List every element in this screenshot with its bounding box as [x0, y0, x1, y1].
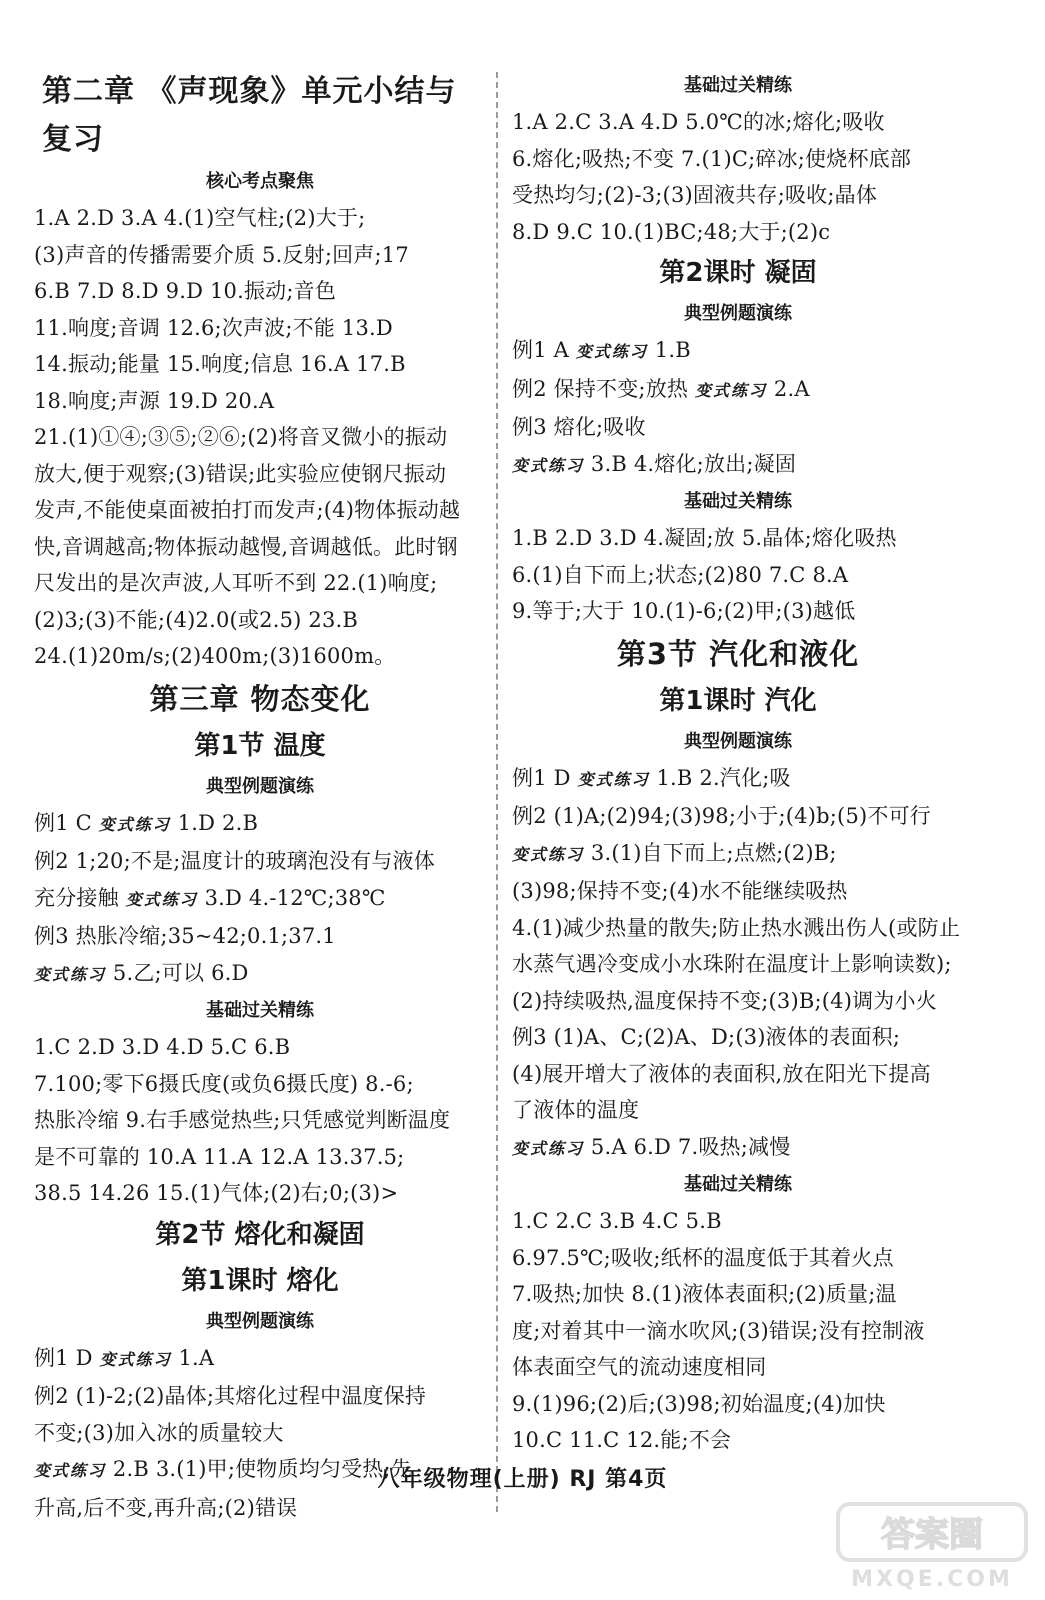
section-heading: 第1课时 熔化	[181, 1265, 339, 1296]
variant-exercise-tag: 变式练习	[125, 889, 198, 909]
answer-line: 1.B 2.D 3.D 4.凝固;放 5.晶体;熔化吸热	[512, 526, 897, 550]
answer-line: 24.(1)20m/s;(2)400m;(3)1600m。	[34, 644, 396, 668]
answer-line	[512, 446, 964, 485]
answer-line: 14.振动;能量 15.响度;信息 16.A 17.B	[34, 352, 406, 376]
line-answers: 3.(1)自下而上;点燃;(2)B;	[584, 840, 837, 865]
answer-line: 是不可靠的 10.A 11.A 12.A 13.37.5;	[34, 1144, 405, 1169]
answer-line: 水蒸气遇冷变成小水珠附在温度计上影响读数);	[512, 952, 952, 976]
line-answers: 2.B 3.(1)甲;使物质均匀受热;先	[106, 1457, 412, 1481]
chapter-heading: 第二章 《声现象》单元小结与复习	[42, 74, 457, 157]
answer-line: 1.A 2.D 3.A 4.(1)空气柱;(2)大于;	[34, 206, 366, 230]
line-prefix: 例2 保持不变;放热	[512, 376, 695, 401]
answer-line: 7.吸热;加快 8.(1)液体表面积;(2)质量;温	[512, 1282, 897, 1306]
answer-line: 例3 熔化;吸收	[512, 415, 646, 439]
subsection-heading: 典型例题演练	[684, 730, 792, 752]
subsection-heading: 典型例题演练	[684, 303, 792, 324]
answer-line: 受热均匀;(2)-3;(3)固液共存;吸收;晶体	[512, 183, 878, 207]
answer-line	[512, 760, 964, 799]
watermark-top: 答案圈	[881, 1515, 983, 1555]
line-answers: 1.B 2.汽化;吸	[649, 765, 791, 790]
answer-line	[512, 1129, 964, 1168]
subsection-heading: 核心考点聚焦	[206, 171, 314, 192]
answer-line: 18.响度;声源 19.D 20.A	[34, 388, 275, 413]
subsection-heading: 基础过关精练	[206, 1000, 314, 1021]
left-column	[34, 68, 486, 1526]
answer-line	[512, 835, 964, 874]
answer-line: (2)3;(3)不能;(4)2.0(或2.5) 23.B	[34, 607, 359, 632]
answer-line: 1.A 2.C 3.A 4.D 5.0℃的冰;熔化;吸收	[512, 110, 885, 134]
line-prefix: 例1 D	[512, 765, 578, 790]
answer-line: 发声,不能使桌面被拍打而发声;(4)物体振动越	[34, 498, 461, 522]
answer-line: 快,音调越高;物体振动越慢,音调越低。此时钢	[34, 534, 458, 559]
subsection-heading: 典型例题演练	[206, 775, 314, 797]
section-heading: 第2课时 凝固	[659, 258, 817, 288]
answer-line: 了液体的温度	[512, 1098, 640, 1122]
line-answers: 1.A	[171, 1345, 215, 1370]
answer-line: (4)展开增大了液体的表面积,放在阳光下提高	[512, 1061, 931, 1086]
subsection-heading: 基础过关精练	[684, 491, 792, 512]
variant-exercise-tag: 变式练习	[98, 814, 171, 834]
line-answers: 3.B 4.熔化;放出;凝固	[584, 451, 797, 476]
answer-line	[512, 332, 964, 371]
variant-exercise-tag: 变式练习	[695, 380, 768, 400]
answer-line: 热胀冷缩 9.右手感觉热些;只凭感觉判断温度	[34, 1108, 451, 1132]
section-heading: 第1课时 汽化	[659, 685, 817, 716]
watermark-logo	[832, 1498, 1032, 1594]
answer-line: 9.等于;大于 10.(1)-6;(2)甲;(3)越低	[512, 599, 856, 623]
answer-line: 4.(1)减少热量的散失;防止热水溅出伤人(或防止	[512, 915, 961, 940]
line-answers: 2.A	[767, 376, 810, 401]
answer-line: 例2 (1)-2;(2)晶体;其熔化过程中温度保持	[34, 1384, 427, 1408]
page-footer: 八年级物理(上册) RJ 第4页	[377, 1467, 668, 1492]
line-answers: 1.D 2.B	[170, 810, 259, 835]
watermark-bottom: MXQE.COM	[851, 1567, 1013, 1592]
answer-line: 放大,便于观察;(3)错误;此实验应使钢尺振动	[34, 461, 447, 486]
chapter-heading: 第三章 物态变化	[149, 681, 371, 716]
answer-line: 1.C 2.D 3.D 4.D 5.C 6.B	[34, 1035, 291, 1059]
section-heading: 第1节 温度	[194, 730, 326, 761]
answer-line: 9.(1)96;(2)后;(3)98;初始温度;(4)加快	[512, 1391, 886, 1416]
variant-exercise-tag: 变式练习	[512, 1138, 585, 1158]
answer-line: 6.97.5℃;吸收;纸杯的温度低于其着火点	[512, 1245, 894, 1270]
answer-line: 度;对着其中一滴水吹风;(3)错误;没有控制液	[512, 1318, 925, 1343]
subsection-heading: 基础过关精练	[684, 1174, 792, 1195]
answer-line: (3)98;保持不变;(4)水不能继续吸热	[512, 879, 848, 903]
answer-line	[34, 880, 486, 919]
line-answers: 1.B	[647, 338, 691, 362]
answer-line: 11.响度;音调 12.6;次声波;不能 13.D	[34, 315, 393, 340]
line-answers: 3.D 4.-12℃;38℃	[197, 885, 386, 910]
variant-exercise-tag: 变式练习	[512, 844, 585, 864]
line-answers: 5.乙;可以 6.D	[106, 960, 249, 985]
answer-line: 6.B 7.D 8.D 9.D 10.振动;音色	[34, 279, 337, 303]
answer-line: 6.熔化;吸热;不变 7.(1)C;碎冰;使烧杯底部	[512, 146, 912, 171]
answer-line: 不变;(3)加入冰的质量较大	[34, 1420, 284, 1445]
answer-line: 38.5 14.26 15.(1)气体;(2)右;0;(3)>	[34, 1181, 399, 1205]
answer-line: 10.C 11.C 12.能;不会	[512, 1428, 732, 1452]
answer-line: 6.(1)自下而上;状态;(2)80 7.C 8.A	[512, 562, 849, 587]
answer-line	[34, 955, 486, 994]
answer-line: 例3 (1)A、C;(2)A、D;(3)液体的表面积;	[512, 1025, 901, 1049]
answer-line	[512, 371, 964, 410]
chapter-heading: 第3节 汽化和液化	[616, 636, 860, 671]
line-prefix: 充分接触	[34, 885, 126, 910]
variant-exercise-tag: 变式练习	[512, 455, 585, 475]
line-answers: 5.A 6.D 7.吸热;减慢	[584, 1134, 791, 1159]
line-prefix: 例1 A	[512, 338, 576, 362]
answer-line: 尺发出的是次声波,人耳听不到 22.(1)响度;	[34, 571, 438, 595]
answer-line: 例2 (1)A;(2)94;(3)98;小于;(4)b;(5)不可行	[512, 804, 931, 828]
answer-line: 21.(1)①④;③⑤;②⑥;(2)将音叉微小的振动	[34, 425, 448, 449]
line-prefix: 例1 D	[34, 1345, 100, 1370]
answer-line: 例2 1;20;不是;温度计的玻璃泡没有与液体	[34, 849, 435, 873]
column-divider	[496, 72, 498, 1512]
answer-line: 8.D 9.C 10.(1)BC;48;大于;(2)c	[512, 219, 831, 244]
right-column	[512, 68, 964, 1459]
variant-exercise-tag: 变式练习	[34, 964, 107, 984]
line-prefix: 例1 C	[34, 810, 99, 835]
answer-line: 体表面空气的流动速度相同	[512, 1355, 767, 1379]
answer-line: (3)声音的传播需要介质 5.反射;回声;17	[34, 242, 409, 267]
answer-line	[34, 805, 486, 844]
variant-exercise-tag: 变式练习	[99, 1349, 172, 1369]
answer-line: (2)持续吸热,温度保持不变;(3)B;(4)调为小火	[512, 988, 937, 1013]
answer-line: 1.C 2.C 3.B 4.C 5.B	[512, 1209, 722, 1233]
answer-line: 升高,后不变,再升高;(2)错误	[34, 1495, 298, 1520]
variant-exercise-tag: 变式练习	[575, 342, 648, 361]
answer-line	[34, 1340, 486, 1379]
subsection-heading: 基础过关精练	[684, 75, 792, 96]
variant-exercise-tag: 变式练习	[577, 769, 650, 789]
section-heading: 第2节 熔化和凝固	[155, 1219, 365, 1250]
answer-line: 7.100;零下6摄氏度(或负6摄氏度) 8.-6;	[34, 1071, 414, 1096]
variant-exercise-tag: 变式练习	[34, 1461, 107, 1480]
answer-line: 例3 热胀冷缩;35~42;0.1;37.1	[34, 924, 336, 948]
subsection-heading: 典型例题演练	[206, 1310, 314, 1332]
